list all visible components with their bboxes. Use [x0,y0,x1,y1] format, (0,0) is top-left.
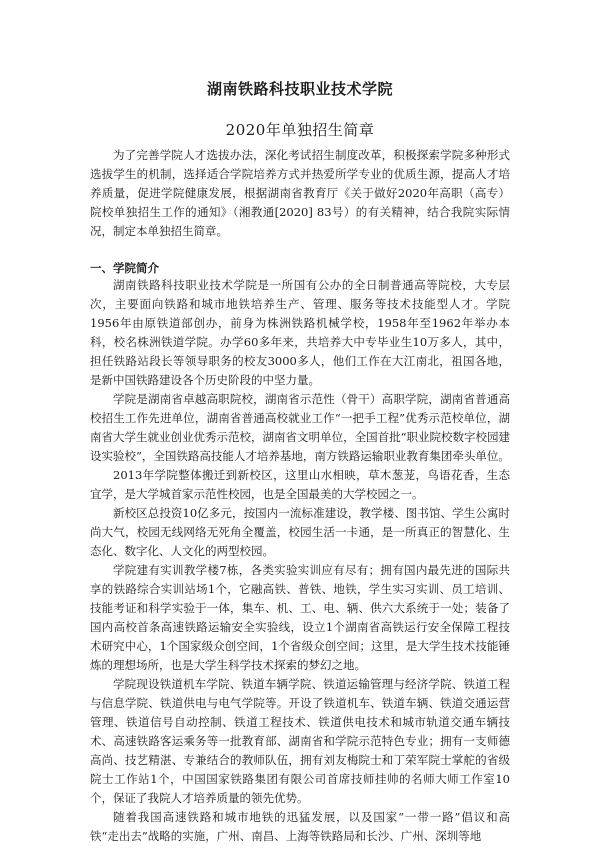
section-heading-school-profile: 一、学院简介 [90,261,159,275]
school-name-title: 湖南铁路科技职业技术学院 [206,80,393,98]
intro-section [90,146,510,241]
profile-paragraph-1: 湖南铁路科技职业技术学院是一所国有公办的全日制普通高等院校，大专层次，主要面向铁路和城市地铁培养生产、管理、服务等技术技能型人才。学院1956年由原铁道部创办，前身为株洲铁路机械学校，1958年至1962年举办本科，校名株洲铁道学院。办学60多年来，共培养大中专毕业生10万多人，其中，担任铁路站段长等领导职务的校友3000多人，他们工作在大江南北，祖国各地，是新中国铁路建设各个历史阶段的中坚力量。 [90,278,510,387]
profile-paragraph-4: 新校区总投资10亿多元，按国内一流标准建设，教学楼、图书馆、学生公寓时尚大气，校园无线网络无死角全覆盖，校园生活一卡通，是一所真正的智慧化、生态化、数字化、人文化的两型校园。 [90,506,510,558]
school-profile-section [90,276,510,846]
intro-paragraph: 为了完善学院人才选拔办法，深化考试招生制度改革，积极探索学院多种形式选拔学生的机制，选择适合学院培养方式并热爱所学专业的优质生源，提高人才培养质量，促进学院健康发展，根据湖南省教育厅《关于做好2020年高职（高专）院校单独招生工作的通知》（湘教通[2020] 83号）的有关精神，结合我院实际情况，制定本单独招生简章。 [90,148,510,238]
profile-paragraph-2: 学院是湖南省卓越高职院校，湖南省示范性（骨干）高职学院，湖南省普通高校招生工作先进单位，湖南省普通高校就业工作“一把手工程”优秀示范校单位，湖南省大学生就业创业优秀示范校，湖南省文明单位，全国首批“职业院校数字校园建设实验校”，全国铁路高技能人才培养基地，南方铁路运输职业教育集团牵头单位。 [90,392,510,463]
profile-paragraph-3: 2013年学院整体搬迁到新校区，这里山水相映，草木葱茏，鸟语花香，生态宜学，是大学城首家示范性校园，也是全国最美的大学校园之一。 [90,468,510,501]
profile-paragraph-5: 学院建有实训教学楼7栋，各类实验实训应有尽有；拥有国内最先进的国际共享的铁路综合实训站场1个，它融高铁、普铁、地铁，学生实习实训、员工培训、技能考证和科学实验于一体，集车、机、工、电、辆、供六大系统于一处；装备了国内高校首条高速铁路运输安全实验线，设立1个湖南省高铁运行安全保障工程技术研究中心，1个国家级众创空间，1个省级众创空间；这里，是大学生技术技能锤炼的理想场所，也是大学生科学技术探索的梦幻之地。 [90,563,510,672]
admission-brochure-title: 2020年单独招生简章 [225,121,375,139]
profile-paragraph-7: 随着我国高速铁路和城市地铁的迅猛发展，以及国家“一带一路”倡议和高铁“走出去”战略的实施，广州、南昌、上海等铁路局和长沙、广州、深圳等地 [90,810,510,843]
profile-paragraph-6: 学院现设铁道机车学院、铁道车辆学院、铁道运输管理与经济学院、铁道工程与信息学院、铁道供电与电气学院等。开设了铁道机车、铁道车辆、铁道交通运营管理、铁道信号自动控制、铁道工程技术、铁道供电技术和城市轨道交通车辆技术、高速铁路客运乘务等一批教育部、湖南省和学院示范特色专业；拥有一支师德高尚、技艺精湛、专兼结合的教师队伍，拥有刘友梅院士和丁荣军院士掌舵的省级院士工作站1个，中国国家铁路集团有限公司首席技师挂帅的名师大师工作室10个，保证了我院人才培养质量的领先优势。 [90,677,510,805]
